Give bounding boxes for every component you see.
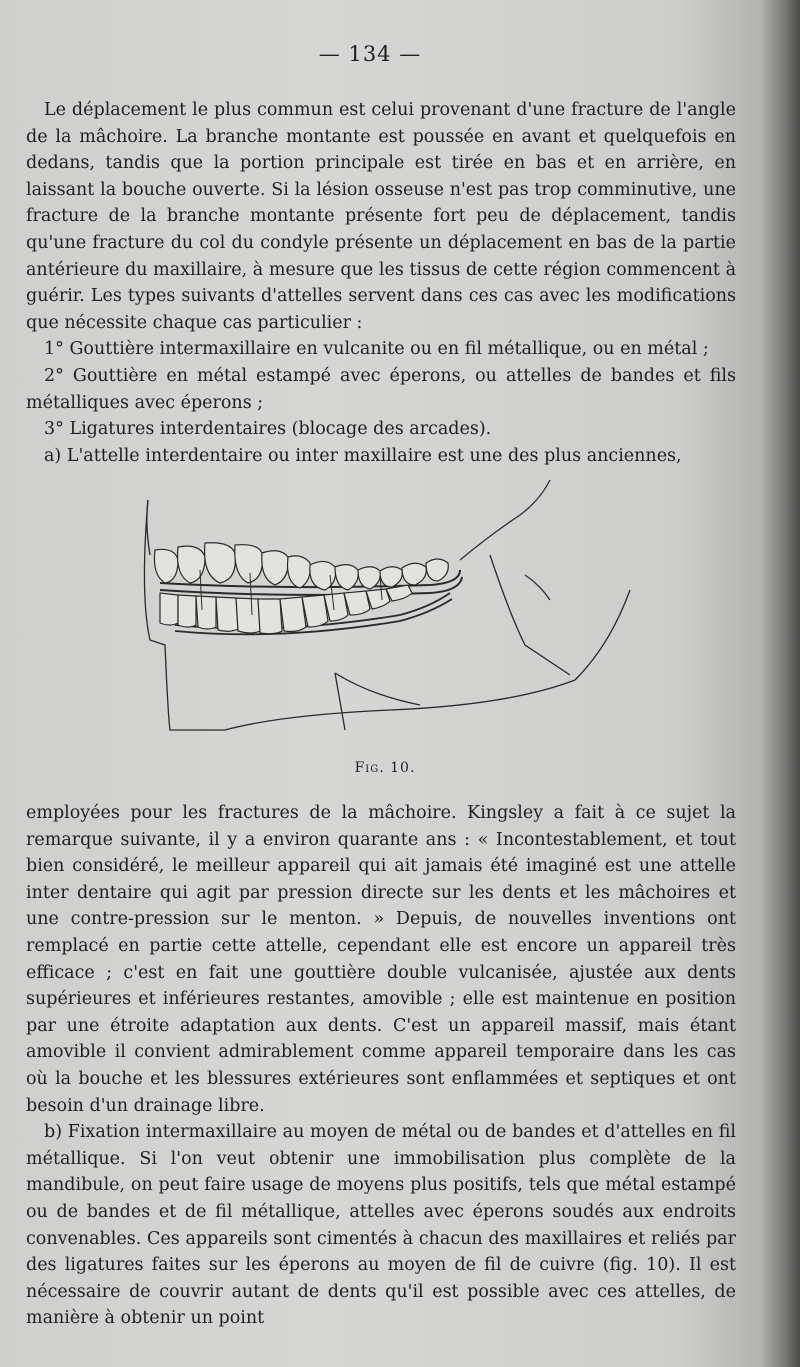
page-number: — 134 —	[318, 42, 422, 66]
bottom-text-block	[26, 800, 736, 1332]
top-text-block	[26, 97, 736, 469]
list-item: 3° Ligatures interdentaires (blocage des arcades).	[44, 419, 492, 440]
list-item: 2° Gouttière en métal estampé avec éperons, ou attelles de bandes et fils métalliques avec éperons ;	[26, 365, 736, 413]
figure-caption: Fig. 10.	[354, 760, 416, 776]
page-edge-shadow	[760, 0, 800, 1367]
paragraph-section-b: b) Fixation intermaxillaire au moyen de métal ou de bandes et d'attelles en fil métallique. Si l'on veut obtenir une immobilisation plus complète de la mandibule, on peut faire usage de moyens plus positifs, tels que métal estampé ou de bandes et de fil métallique, attelles avec éperons soudés aux endroits convenables. Ces appareils sont cimentés à chacun des maxillaires et reliés par des ligatures faites sur les éperons au moyen de fil de cuivre (fig. 10). Il est nécessaire de couvrir autant de dents qu'il est possible avec ces attelles, de manière à obtenir un point	[26, 1122, 736, 1329]
list-item: 1° Gouttière intermaxillaire en vulcanite ou en fil métallique, ou en métal ;	[44, 339, 709, 360]
paragraph-displacement: Le déplacement le plus commun est celui provenant d'une fracture de l'angle de la mâchoire. La branche montante est poussée en avant et quelquefois en dedans, tandis que la portion principale est tirée en bas et en arrière, en laissant la bouche ouverte. Si la lésion osseuse n'est pas trop comminutive, une fracture de la branche montante présente fort peu de déplacement, tandis qu'une fracture du col du condyle présente un déplacement en bas de la partie antérieure du maxillaire, à mesure que les tissus de cette région commencent à guérir. Les types suivants d'attelles servent dans ces cas avec les modifications que nécessite chaque cas particulier :	[26, 100, 736, 333]
jaw-splint-figure	[130, 475, 650, 750]
paragraph-section-a-start: a) L'attelle interdentaire ou inter maxillaire est une des plus anciennes,	[44, 445, 682, 466]
paragraph-section-a-continued: employées pour les fractures de la mâchoire. Kingsley a fait à ce sujet la remarque suivante, il y a environ quarante ans : « Incontestablement, et tout bien considéré, le meilleur appareil qui ait jamais été imaginé est une attelle inter dentaire qui agit par pression directe sur les dents et les mâchoires et une contre-pression sur le menton. » Depuis, de nouvelles inventions ont remplacé en partie cette attelle, cependant elle est encore un appareil très efficace ; c'est en fait une gouttière double vulcanisée, ajustée aux dents supérieures et inférieures restantes, amovible ; elle est maintenue en position par une étroite adaptation aux dents. C'est un appareil massif, mais étant amovible il convient admirablement comme appareil temporaire dans les cas où la bouche et les blessures extérieures sont enflammées et septiques et ont besoin d'un drainage libre.	[26, 803, 736, 1116]
